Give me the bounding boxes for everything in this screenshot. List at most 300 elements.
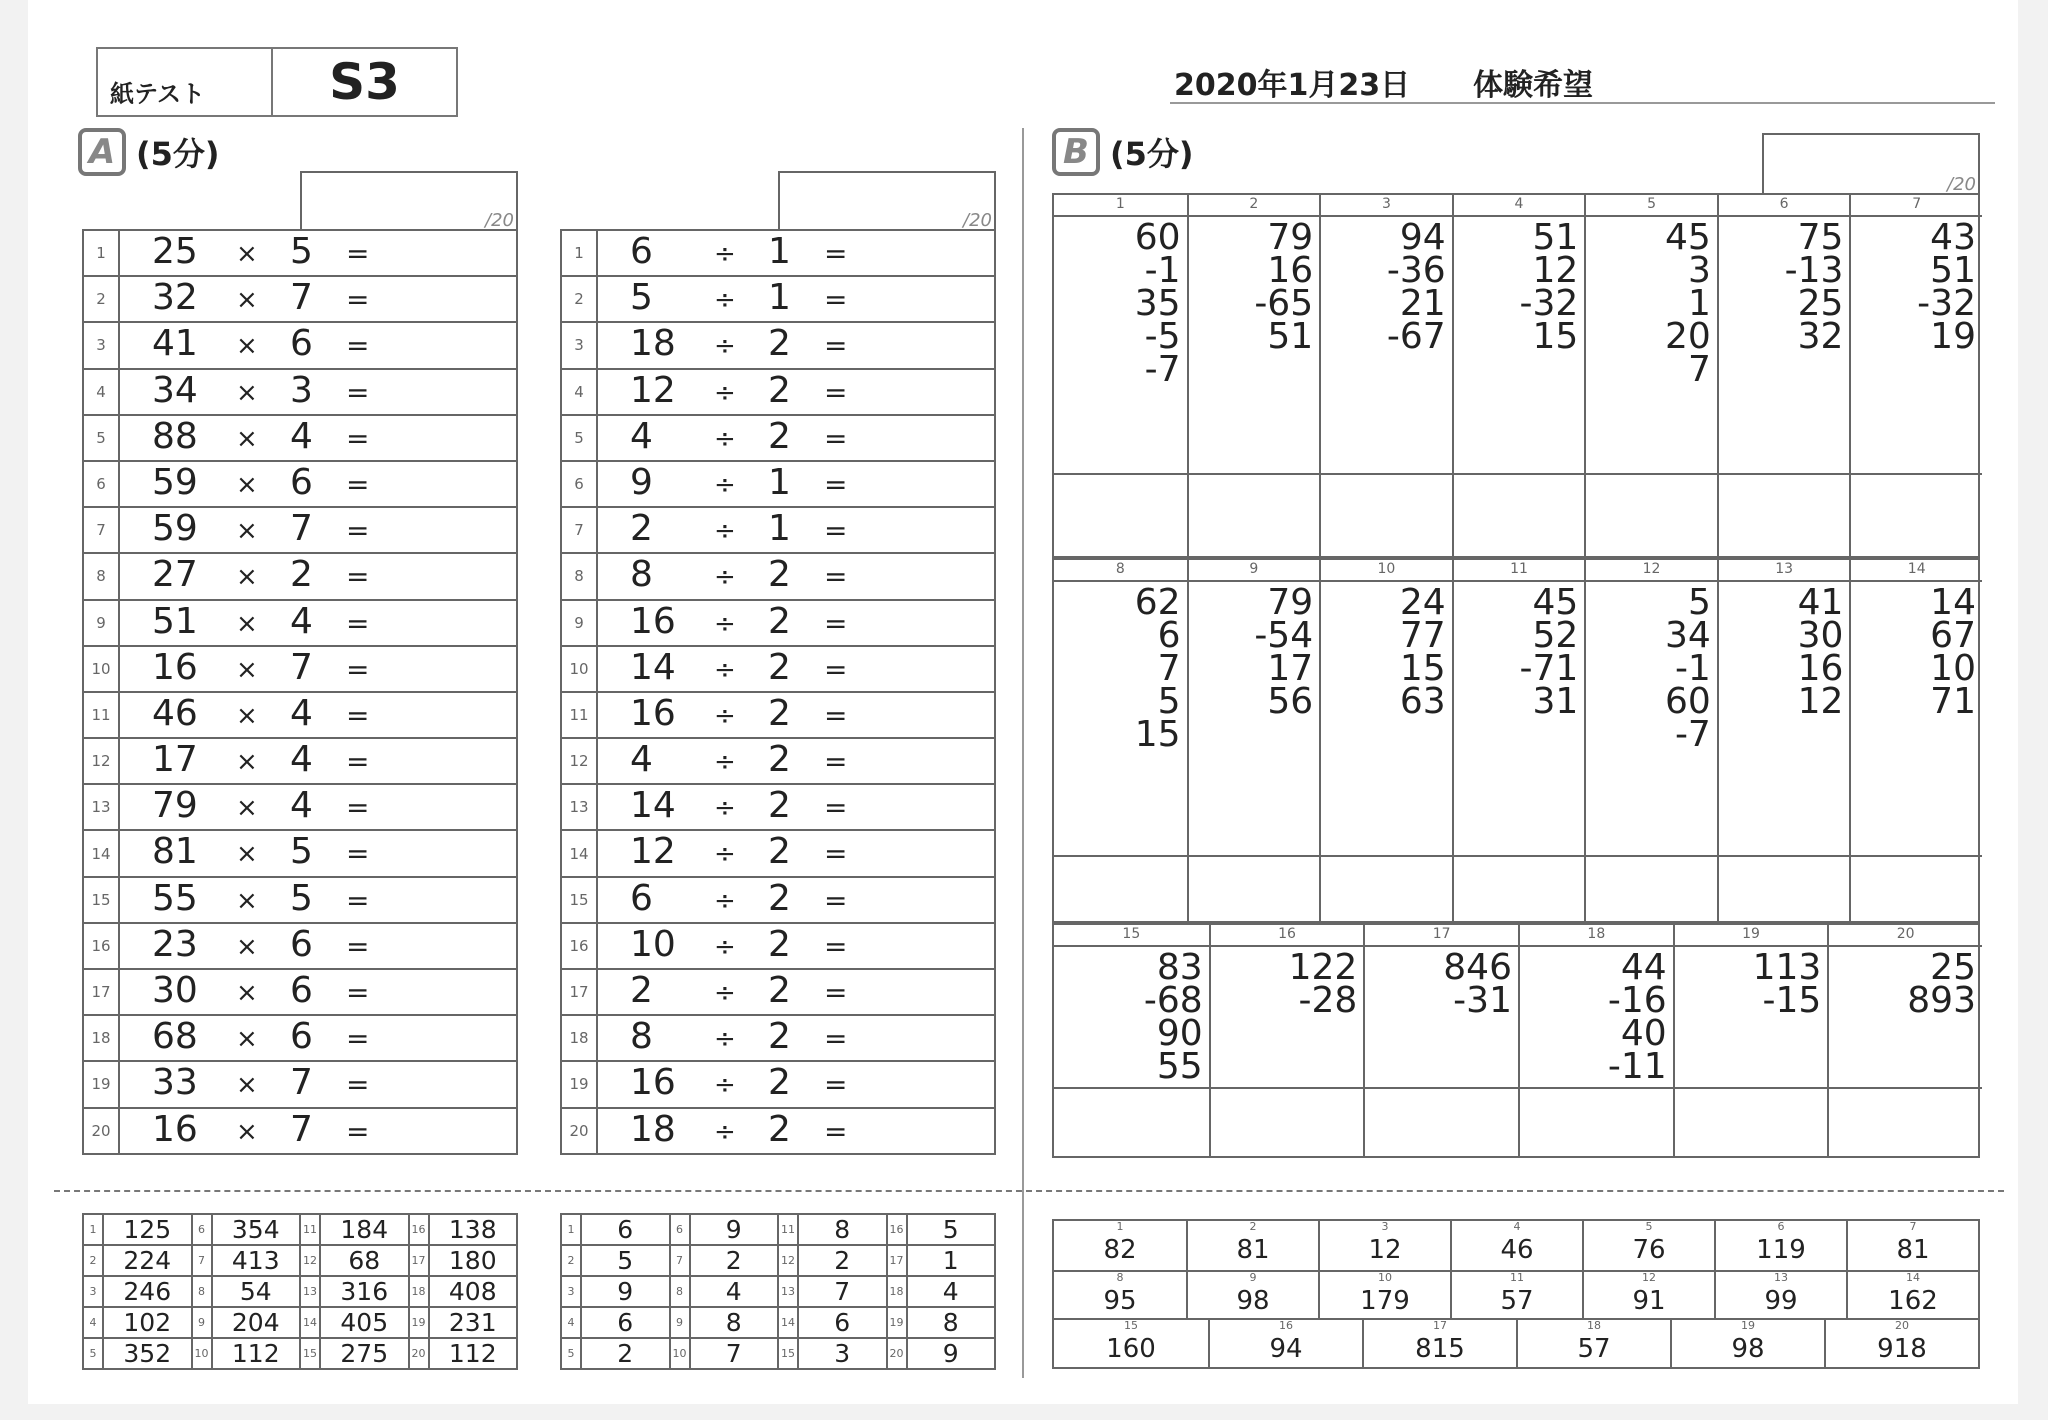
answer-value: 1 [907,1245,996,1276]
answer-number: 8 [192,1276,212,1307]
answer-value: 102 [103,1307,192,1338]
addend: 1 [1687,283,1711,324]
problem-expression[interactable] [119,507,517,553]
problem-expression[interactable] [119,322,517,368]
operator: × [236,239,258,269]
addition-problem [1319,560,1452,921]
test-header-box [96,47,458,117]
addend: 3 [1687,250,1711,291]
answer-value: 8 [798,1214,887,1245]
addend: 45 [1532,582,1579,623]
answer-number: 4 [83,1307,103,1338]
answer-value: 918 [1877,1334,1927,1365]
answer-number: 18 [1587,1319,1601,1333]
problem-expression[interactable] [597,923,995,969]
equals-sign: = [824,883,848,917]
operand-a: 79 [152,785,198,827]
addend: -71 [1519,648,1579,689]
addend: -13 [1784,250,1844,291]
equals-sign: = [824,745,848,779]
problem-number: 10 [561,646,597,692]
problem-number: 2 [1189,195,1320,217]
problem-expression[interactable] [119,1108,517,1154]
addend: 24 [1399,582,1446,623]
answer-number: 10 [670,1338,690,1369]
addend: 79 [1267,217,1314,258]
operand-a: 34 [152,369,198,411]
answer-cell [1054,1270,1186,1319]
problem-expression[interactable] [597,1015,995,1061]
problem-expression[interactable] [119,369,517,415]
problem-number: 19 [83,1061,119,1107]
answer-value: 3 [798,1338,887,1369]
answer-value: 204 [212,1307,301,1338]
operand-a: 32 [152,277,198,319]
addend-list [1443,947,1512,1021]
answer-cut-line [54,1190,2004,1192]
answer-number: 1 [1116,1220,1124,1233]
operand-b: 2 [768,877,791,919]
addend: -1 [1144,250,1181,291]
problem-expression[interactable] [119,230,517,276]
problem-row [83,1108,517,1154]
problem-expression[interactable] [597,830,995,876]
addition-problem [1827,925,1982,1156]
operand-a: 6 [630,877,653,919]
problem-expression[interactable] [597,553,995,599]
answer-cell [1846,1221,1978,1270]
addend-list [1519,582,1579,722]
addition-problem [1717,560,1850,921]
operand-a: 10 [630,923,676,965]
equals-sign: = [824,329,848,363]
problem-number: 16 [561,923,597,969]
problem-number: 17 [561,969,597,1015]
equals-sign: = [824,929,848,963]
operator: ÷ [714,654,736,685]
addend: 12 [1797,681,1844,722]
problem-number: 15 [1054,925,1209,947]
operand-b: 2 [768,323,791,365]
addend: 21 [1399,283,1446,324]
problem-number: 13 [83,784,119,830]
problem-row [83,230,517,276]
operand-b: 4 [290,600,313,642]
answer-value: 179 [1360,1285,1410,1316]
answer-cell [1054,1221,1186,1270]
answer-number: 8 [670,1276,690,1307]
addend: -32 [1917,283,1976,324]
addend: 45 [1665,217,1711,258]
problem-number: 5 [83,415,119,461]
answer-number: 15 [300,1338,320,1369]
operator: ÷ [714,1116,736,1147]
operand-a: 6 [630,231,653,272]
operand-a: 59 [152,461,198,503]
addend: -67 [1386,316,1446,357]
answer-number: 16 [1279,1319,1293,1333]
section-a-badge: A [78,128,126,176]
problem-expression[interactable] [119,969,517,1015]
problem-number: 1 [561,230,597,276]
answer-write-area[interactable] [1586,855,1717,921]
problem-number: 18 [83,1015,119,1061]
answer-write-area[interactable] [1829,1087,1982,1156]
operand-b: 4 [290,692,313,734]
section-b-heading [1052,128,1194,176]
problem-expression[interactable] [119,646,517,692]
addend: -7 [1144,349,1181,390]
equals-sign: = [824,1068,848,1102]
addend: -65 [1254,283,1314,324]
answer-number: 17 [1433,1319,1447,1333]
answer-value: 98 [1236,1285,1270,1316]
problem-expression[interactable] [119,692,517,738]
problem-row [561,461,995,507]
answer-write-area[interactable] [1719,473,1850,556]
answer-number: 6 [192,1214,212,1245]
score-box-division[interactable] [778,171,996,229]
problem-expression[interactable] [597,784,995,830]
problem-row [561,507,995,553]
answer-key-division [560,1213,996,1370]
operator: ÷ [714,1070,736,1101]
answer-write-area[interactable] [1365,1087,1518,1156]
addend-list [1519,217,1579,357]
problem-number: 16 [83,923,119,969]
addend-list [1784,217,1844,357]
problem-number: 12 [83,738,119,784]
problem-expression[interactable] [597,877,995,923]
problem-expression[interactable] [597,461,995,507]
equals-sign: = [346,1068,370,1102]
answer-write-area[interactable] [1719,855,1850,921]
operator: ÷ [714,885,736,916]
operand-a: 8 [630,1016,653,1058]
answer-write-area[interactable] [1851,855,1982,921]
operand-a: 4 [630,739,653,781]
score-box-multiplication[interactable] [300,171,518,229]
operand-b: 6 [290,323,313,365]
operand-b: 7 [290,508,313,550]
operand-a: 12 [630,369,676,411]
addend: 19 [1930,316,1976,357]
problem-expression[interactable] [597,507,995,553]
answer-write-area[interactable] [1211,1087,1364,1156]
problem-number: 16 [1211,925,1364,947]
answer-number: 16 [409,1214,429,1245]
addend: -11 [1607,1046,1667,1087]
operand-b: 6 [290,461,313,503]
operator: × [236,1116,258,1147]
answer-number: 2 [1249,1220,1257,1233]
answer-write-area[interactable] [1321,473,1452,556]
addend-list [1134,217,1181,390]
answer-write-area[interactable] [1520,1087,1673,1156]
equals-sign: = [824,560,848,594]
problem-row [561,1061,995,1107]
equals-sign: = [346,514,370,548]
equals-sign: = [346,745,370,779]
problem-row [83,830,517,876]
answer-number: 7 [1909,1220,1917,1233]
problem-expression[interactable] [119,784,517,830]
problem-number: 7 [561,507,597,553]
answer-key-multiplication [82,1213,518,1370]
problem-expression[interactable] [119,553,517,599]
answer-number: 12 [1642,1270,1656,1284]
problem-row [83,322,517,368]
operand-a: 41 [152,323,198,365]
answer-cell [1824,1318,1978,1367]
test-type-label: 紙テスト [98,49,273,115]
problem-row [83,369,517,415]
answer-number: 9 [670,1307,690,1338]
answer-value: 57 [1500,1285,1534,1316]
answer-value: 112 [212,1338,301,1369]
answer-value: 405 [320,1307,409,1338]
answer-value: 112 [429,1338,518,1369]
operator: × [236,377,258,408]
answer-value: 354 [212,1214,301,1245]
answer-number: 11 [1510,1270,1524,1284]
operand-b: 3 [290,369,313,411]
problem-expression[interactable] [119,461,517,507]
addend: 32 [1797,316,1844,357]
addend: 17 [1267,648,1314,689]
section-a-time: (5分) [136,135,220,173]
problem-expression[interactable] [597,692,995,738]
answer-cell [1670,1318,1824,1367]
operand-a: 23 [152,923,198,965]
answer-row [561,1245,995,1276]
answer-value: 2 [690,1245,779,1276]
problem-number: 20 [561,1108,597,1154]
answer-number: 1 [83,1214,103,1245]
answer-number: 12 [778,1245,798,1276]
problem-expression[interactable] [597,600,995,646]
problem-expression[interactable] [597,276,995,322]
operand-a: 88 [152,415,198,457]
answer-write-area[interactable] [1454,473,1585,556]
operand-a: 18 [630,1108,676,1150]
operator: ÷ [714,978,736,1008]
operand-b: 2 [768,369,791,411]
problem-expression[interactable] [119,276,517,322]
equals-sign: = [346,606,370,640]
equals-sign: = [346,837,370,871]
answer-write-area[interactable] [1054,855,1187,921]
answer-write-area[interactable] [1454,855,1585,921]
addition-block [1052,923,1980,1158]
problem-number: 1 [83,230,119,276]
answer-value: 98 [1731,1334,1765,1365]
answer-value: 815 [1415,1334,1465,1365]
addend: -28 [1298,980,1358,1021]
addend-list [1907,947,1976,1021]
answer-write-area[interactable] [1586,473,1717,556]
problem-number: 12 [561,738,597,784]
answer-number: 11 [778,1214,798,1245]
answer-write-area[interactable] [1851,473,1982,556]
answer-write-area[interactable] [1189,855,1320,921]
operand-b: 6 [290,923,313,965]
addend: 7 [1687,349,1711,390]
addend-list [1288,947,1358,1021]
addend: 40 [1620,1013,1667,1054]
problem-row [83,692,517,738]
operand-a: 25 [152,231,198,272]
problem-expression[interactable] [597,1108,995,1154]
operator: × [236,423,258,454]
problem-expression[interactable] [597,969,995,1015]
addend: 846 [1443,947,1512,988]
problem-number: 9 [1189,560,1320,582]
addend: 52 [1532,615,1579,656]
addend: 67 [1930,615,1976,656]
addend: 51 [1930,250,1976,291]
problem-expression[interactable] [119,1015,517,1061]
addition-block [1052,558,1980,923]
answer-write-area[interactable] [1054,473,1187,556]
answer-number: 4 [561,1307,581,1338]
answer-number: 4 [1513,1220,1521,1233]
addend-list [1399,582,1446,722]
addend: 15 [1532,316,1579,357]
addend-list [1665,582,1711,755]
problem-expression[interactable] [597,738,995,784]
operand-b: 2 [768,923,791,965]
operand-b: 4 [290,785,313,827]
problem-expression[interactable] [597,322,995,368]
answer-write-area[interactable] [1054,1087,1209,1156]
score-box-addition[interactable] [1762,133,1980,193]
operand-a: 27 [152,554,198,596]
problem-expression[interactable] [119,415,517,461]
operator: ÷ [714,516,736,547]
problem-expression[interactable] [119,923,517,969]
answer-write-area[interactable] [1189,473,1320,556]
answer-value: 138 [429,1214,518,1245]
operand-b: 2 [768,600,791,642]
problem-number: 2 [561,276,597,322]
addend: 60 [1134,217,1181,258]
answer-number: 19 [409,1307,429,1338]
problem-expression[interactable] [597,230,995,276]
problem-row [83,276,517,322]
problem-row [561,415,995,461]
answer-value: 316 [320,1276,409,1307]
problem-number: 17 [83,969,119,1015]
operand-b: 4 [290,415,313,457]
operator: ÷ [714,1024,736,1055]
addend-list [1254,582,1314,722]
problem-row [83,877,517,923]
problem-row [83,923,517,969]
problem-number: 8 [561,553,597,599]
answer-value: 94 [1269,1334,1303,1365]
problem-row [561,877,995,923]
problem-expression[interactable] [119,738,517,784]
problem-number: 10 [83,646,119,692]
problem-expression[interactable] [597,415,995,461]
equals-sign: = [346,791,370,825]
problem-row [561,553,995,599]
problem-row [83,553,517,599]
answer-value: 9 [907,1338,996,1369]
addend-list [1930,582,1976,722]
operand-a: 68 [152,1016,198,1058]
answer-number: 16 [887,1214,907,1245]
section-b-time: (5分) [1110,135,1194,173]
answer-value: 54 [212,1276,301,1307]
problem-number: 14 [561,830,597,876]
addend: 7 [1157,648,1181,689]
answer-number: 19 [887,1307,907,1338]
operand-a: 46 [152,692,198,734]
problem-expression[interactable] [119,877,517,923]
operator: ÷ [714,377,736,408]
problem-expression[interactable] [119,600,517,646]
test-code: S3 [329,53,400,111]
addend: -15 [1762,980,1822,1021]
operand-b: 2 [768,646,791,688]
addend: 15 [1399,648,1446,689]
problem-number: 13 [1719,560,1850,582]
problem-expression[interactable] [597,1061,995,1107]
equals-sign: = [346,976,370,1009]
operator: × [236,1070,258,1101]
operand-b: 2 [768,831,791,873]
operator: × [236,700,258,731]
answer-value: 4 [907,1276,996,1307]
problem-number: 18 [561,1015,597,1061]
problem-expression[interactable] [597,369,995,415]
operand-b: 7 [290,1108,313,1150]
answer-value: 95 [1103,1285,1137,1316]
problem-expression[interactable] [597,646,995,692]
answer-number: 15 [1124,1319,1138,1333]
addend: 10 [1930,648,1976,689]
problem-number: 18 [1520,925,1673,947]
addend-list [1143,947,1203,1087]
addend-list [1386,217,1446,357]
operand-b: 1 [768,277,791,319]
section-b-badge: B [1052,128,1100,176]
problem-expression[interactable] [119,1061,517,1107]
answer-row [561,1338,995,1369]
answer-cell [1318,1270,1450,1319]
operand-a: 16 [152,646,198,688]
answer-number: 13 [300,1276,320,1307]
operand-a: 16 [630,692,676,734]
problem-expression[interactable] [119,830,517,876]
answer-write-area[interactable] [1321,855,1452,921]
answer-value: 2 [798,1245,887,1276]
addition-problem [1452,560,1585,921]
problem-row [83,1015,517,1061]
equals-sign: = [346,929,370,963]
answer-write-area[interactable] [1675,1087,1828,1156]
operand-a: 33 [152,1062,198,1104]
answer-number: 11 [300,1214,320,1245]
equals-sign: = [346,421,370,455]
problem-number: 9 [83,600,119,646]
problem-number: 9 [561,600,597,646]
problem-number: 11 [83,692,119,738]
addend: 30 [1797,615,1844,656]
answer-value: 7 [690,1338,779,1369]
